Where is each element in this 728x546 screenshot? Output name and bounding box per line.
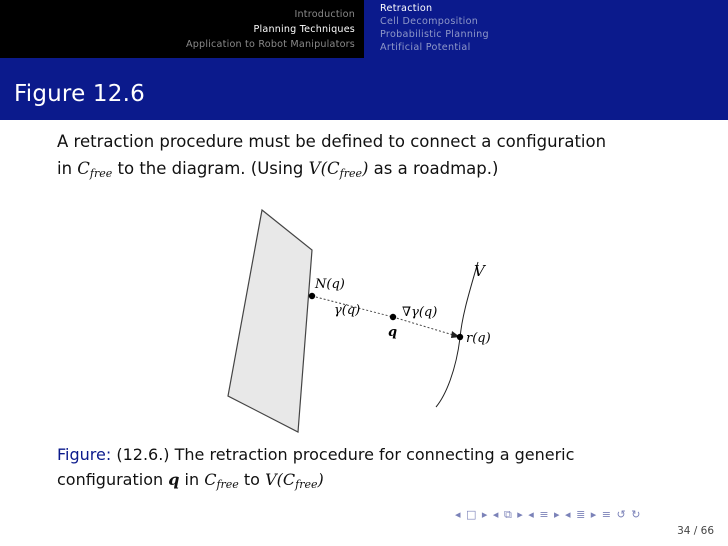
caption-label: Figure: bbox=[57, 445, 112, 464]
frame-title: Figure 12.6 bbox=[14, 81, 145, 107]
point-r-q bbox=[457, 334, 463, 340]
body-line-2: in Cfree to the diagram. (Using V(Cfree) as a roadmap.) bbox=[57, 159, 499, 180]
caption-line-2: configuration q in Cfree to V(Cfree) bbox=[57, 470, 324, 491]
subsection-cell-decomposition[interactable]: Cell Decomposition bbox=[380, 16, 479, 27]
label-gamma-q: γ(q) bbox=[334, 303, 361, 318]
subsection-retraction[interactable]: Retraction bbox=[380, 3, 433, 14]
subsection-artificial-potential[interactable]: Artificial Potential bbox=[380, 42, 471, 53]
section-introduction[interactable]: Introduction bbox=[294, 9, 355, 20]
section-robot-manipulators[interactable]: Application to Robot Manipulators bbox=[185, 39, 355, 50]
beamer-nav-icons[interactable]: ◂ □ ▸ ◂ ⧉ ▸ ◂ ≡ ▸ ◂ ≣ ▸ ≡ ↺ ↻ bbox=[455, 508, 642, 521]
caption-line-1: Figure: (12.6.) The retraction procedure for connecting a generic bbox=[57, 445, 575, 464]
label-grad-gamma: ∇γ(q) bbox=[402, 305, 438, 320]
label-q: q bbox=[388, 325, 398, 340]
roadmap-symbol: V(Cfree) bbox=[308, 159, 369, 180]
label-r-q: r(q) bbox=[466, 331, 491, 346]
point-q bbox=[390, 314, 396, 320]
gradient-arrow bbox=[393, 317, 460, 337]
figure-caption bbox=[57, 442, 677, 494]
subsection-probabilistic-planning[interactable]: Probabilistic Planning bbox=[380, 29, 489, 40]
c-free-symbol: Cfree bbox=[77, 159, 113, 180]
q-symbol: q bbox=[168, 470, 180, 489]
point-n-q bbox=[309, 293, 315, 299]
obstacle-polygon bbox=[228, 210, 312, 432]
page-number: 34 / 66 bbox=[677, 525, 714, 537]
label-v: V bbox=[474, 262, 485, 280]
label-n-q: N(q) bbox=[315, 277, 345, 292]
body-line-1: A retraction procedure must be defined to connect a configuration bbox=[57, 132, 607, 151]
section-planning-techniques[interactable]: Planning Techniques bbox=[253, 24, 355, 35]
